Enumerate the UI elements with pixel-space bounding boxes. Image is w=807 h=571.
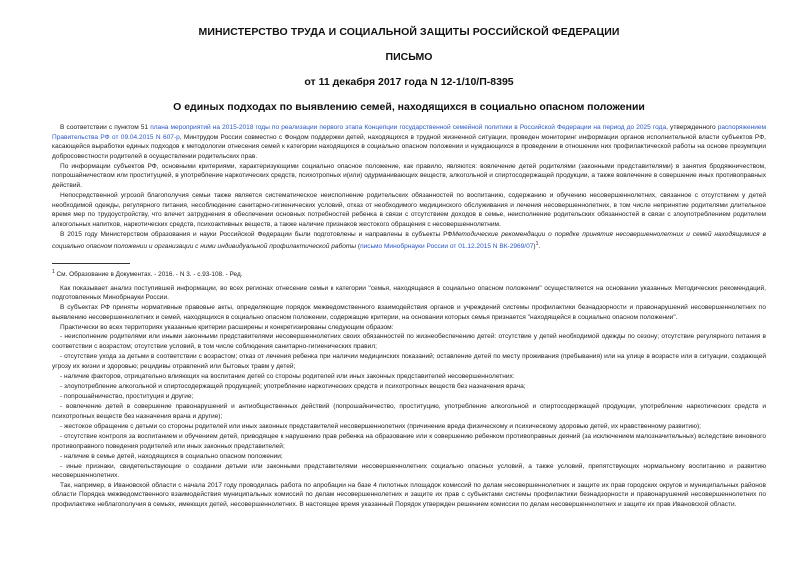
- paragraph-7: Практически во всех территориях указанные критерии расширены и конкретизированы следующим образом:: [60, 323, 394, 331]
- p4-italic-title: Методические рекомендации о порядке принятия несовершеннолетних и семей находящимися в социально опасном положении и организации с ними индивидуальной профилактической работы: [52, 231, 766, 250]
- document-type: ПИСЬМО: [385, 51, 433, 63]
- plan-link[interactable]: плана мероприятий на 2015-2018 годы по реализации первого этапа Концепции государственной семейной политики в Российской Федерации на период до 2025 года: [150, 124, 667, 131]
- list-item: - отсутствие ухода за детьми в соответствии с возрастом; отказ от лечения ребенка при наличии медицинских показаний; оставление детей по месту проживания (пребывания) или на улице в возрасте или в ситуации, создающей угрозу их жизни и здоровью; рецидивы отравлений или бытовых травм у детей;: [52, 353, 766, 370]
- paragraph-3: Непосредственной угрозой благополучия семьи также является систематическое неисполнение родительских обязанностей по воспитанию, содержанию и обучению несовершеннолетних, связанное с отсутствием у детей необходимой одежды, регулярного питания, несоблюдение санитарно-гигиенических условий, отказ от необходимого медицинского обслуживания и лечения несовершеннолетних, в том числе непринятие родителями длительное время мер по трудоустройству, что влечет затруднения в обеспечении основных потребностей ребенка в связи с отсутствием доходов в семье, неисполнение родительских обязанностей в связи с злоупотреблением родителем алкогольных напитков, наркотических средств, психоактивных веществ, а также наличие признаков жестокого обращения с несовершеннолетним.: [52, 192, 766, 228]
- footnote-mark: 1: [52, 269, 55, 276]
- list-item: - отсутствие контроля за воспитанием и обучением детей, приводящее к нарушению прав ребенка на образование или к совершению ребенком противоправных деяний (за исключением малозначительных) вследствие виновного противоправного поведения родителей или иных законных представителей;: [52, 432, 766, 450]
- p4-text-b: (: [356, 242, 361, 250]
- ministry-heading: МИНИСТЕРСТВО ТРУДА И СОЦИАЛЬНОЙ ЗАЩИТЫ РОССИЙСКОЙ ФЕДЕРАЦИИ: [198, 26, 620, 38]
- footnote-reference: 1: [535, 240, 539, 247]
- paragraph-8: Так, например, в Ивановской области с начала 2017 году проводилась работа по апробации на базе 4 пилотных площадок комиссий по делам несовершеннолетних и защите их прав городских округов и муниципальных районов области Порядка межведомственного взаимодействия муниципальных комиссий по делам несовершеннолетних и защите их прав с субъектами системы профилактики безнадзорности и правонарушений несовершеннолетних по профилактике неблагополучия в семьях, имеющих детей, несовершеннолетних. В настоящее время указанный Порядок утвержден решением комиссии по делам несовершеннолетних и защите их прав Ивановской области.: [52, 481, 766, 509]
- p1-text-b: , утвержденного: [666, 124, 718, 131]
- p4-text-c: ): [533, 242, 536, 250]
- list-item: - иные признаки, свидетельствующие о создании детьми или законными представителями несовершеннолетних социально опасных условий, а также условий, препятствующих нормальному воспитанию и развитию несовершеннолетних.: [52, 462, 766, 480]
- p4-text-d: .: [538, 242, 541, 250]
- paragraph-2: По информации субъектов РФ, основными критериями, характеризующими социально опасное положение, как правило, являются: вовлечение детей родителями (законными представителями) в занятия бродяжничеством, попрошайничеством или проституцией, в употребление наркотических средств, психотропных и(или) одурманивающих веществ, алкогольной и спиртосодержащей продукции, а также вовлечение в совершение иных противоправных действий.: [52, 162, 766, 190]
- list-item: - наличие факторов, отрицательно влияющих на воспитание детей со стороны родителей или иных законных представителей несовершеннолетних:: [60, 372, 515, 380]
- paragraph-4: [52, 230, 766, 251]
- list-item: - вовлечение детей в совершение правонарушений и антиобщественных действий (попрошайничество, проституцию, употребление алкогольной и спиртосодержащей продукции, употребление наркотических средств и психотропных веществ без назначения врача и другие);: [52, 403, 766, 420]
- document-title: О единых подходах по выявлению семей, находящихся в социально опасном положении: [173, 101, 645, 113]
- government-order-link[interactable]: распоряжением Правительства РФ от 09.04.2015 N 607-р: [52, 124, 767, 141]
- footnote-separator: [52, 263, 130, 264]
- document-page: [52, 26, 766, 510]
- criteria-list: [52, 332, 766, 480]
- paragraph-5: Как показывает анализ поступившей информации, во всех регионах отнесение семьи к категории "семья, находящаяся в социально опасном положении" осуществляется на основании указанных Методических рекомендаций, подготовленных Минобрнауки России.: [52, 284, 766, 302]
- paragraph-6: В субъектах РФ приняты нормативные правовые акты, определяющие порядок межведомственного взаимодействия органов и учреждений системы профилактики безнадзорности и правонарушений несовершеннолетних по выявлению несовершеннолетних и семей, находящихся в социально опасном положении, содержащие критерии, на основании которых семья признается "находящейся в социально опасном положении".: [52, 304, 766, 321]
- spacer: [52, 251, 766, 261]
- list-item: - злоупотребление алкогольной и спиртосодержащей продукцией; употребление наркотических средств и психотропных веществ без назначения врача;: [60, 382, 526, 390]
- paragraph-1: [52, 123, 766, 161]
- document-date: от 11 декабря 2017 года N 12-1/10/П-8395: [304, 76, 514, 88]
- list-item: - наличие в семье детей, находящихся в социально опасном положении;: [60, 452, 283, 460]
- footnote: [52, 268, 766, 279]
- ministry-letter-link[interactable]: письмо Минобрнауки России от 01.12.2015 N ВК-2969/07: [360, 242, 534, 250]
- list-item: - неисполнение родителями или иными законными представителями несовершеннолетних своих обязанностей по жизнеобеспечению детей: отсутствие у детей необходимой одежды по сезону; отсутствие регулярного питания в соответствии с возрастом; отсутствие условий, в том числе соблюдения санитарно-гигиенических правил;: [52, 333, 766, 351]
- p1-text-a: В соответствии с пунктом 51: [60, 124, 151, 131]
- p4-text-a: В 2015 году Министерством образования и науки Российской Федерации были подготовлены и направлены в субъекты РФ: [60, 231, 453, 239]
- list-item: - попрошайничество, проституция и другие;: [60, 393, 194, 401]
- list-item: - жестокое обращение с детьми со стороны родителей или иных законных представителей несовершеннолетних (причинение вреда физическому и психическому здоровью детей, их нравственному развитию);: [60, 422, 701, 430]
- footnote-text: См. Образование в Документах. - 2016. - N 3. - с.93-108. - Ред.: [54, 271, 243, 279]
- p1-text-c: , Минтрудом России совместно с Фондом поддержки детей, находящихся в трудной жизненной ситуации, проведен мониторинг информации органов исполнительной власти субъектов РФ, касающейся выработки единых подходов к методологии отнесения семей к категории находящихся в социально опасном положении и нуждающихся в проведении в отношении них профилактической работы на основе презумпции добросовестности родителей в осуществлении родительских прав.: [52, 133, 766, 160]
